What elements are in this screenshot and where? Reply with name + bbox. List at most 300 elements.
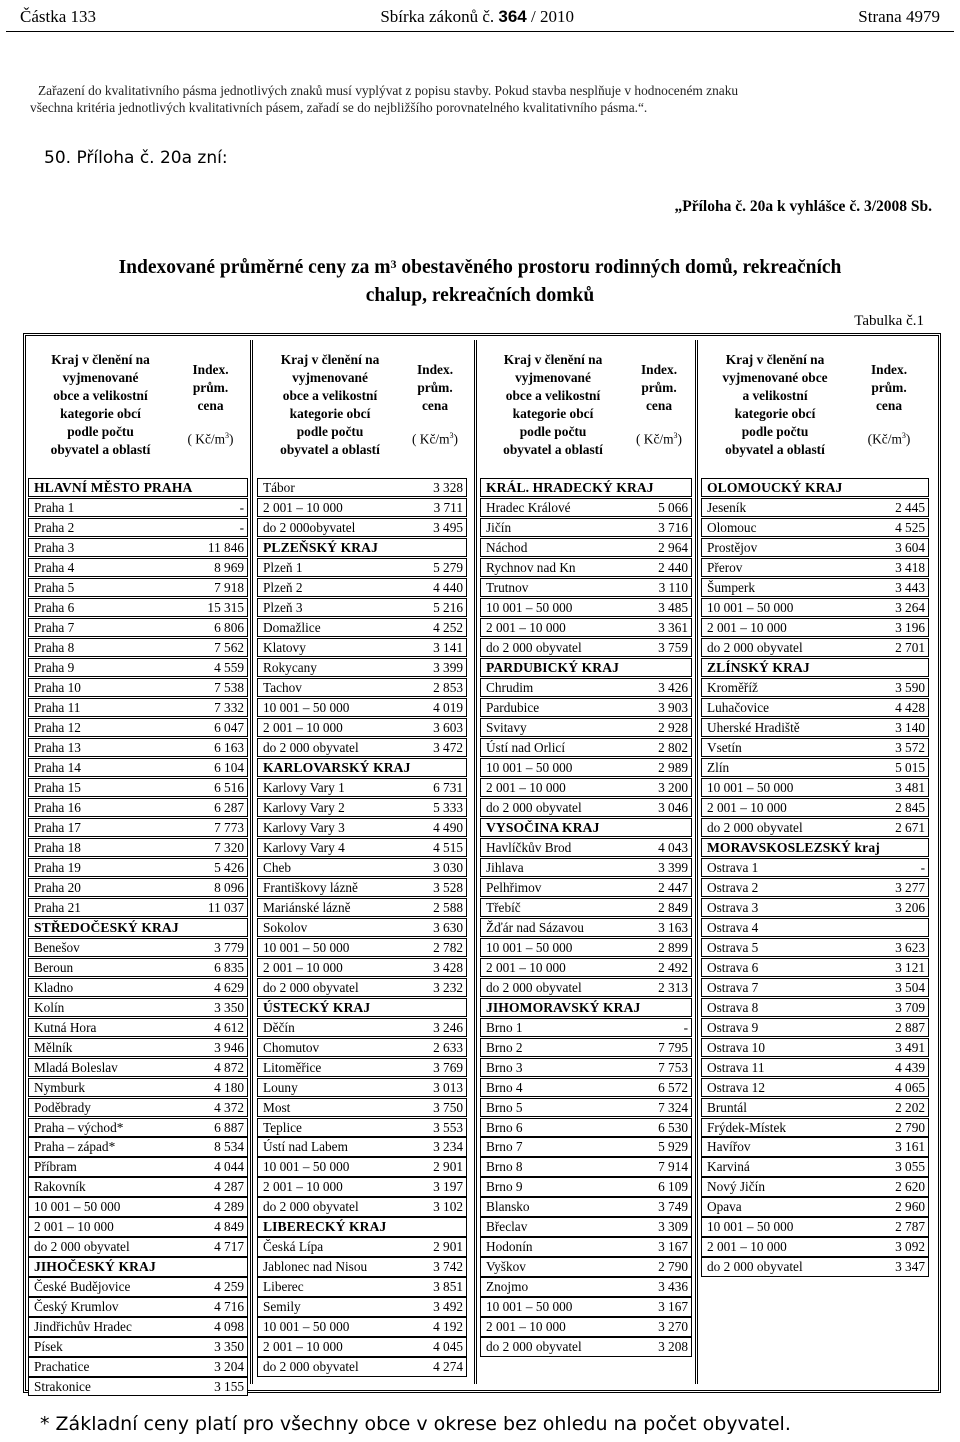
- price-index-value: 2 787: [895, 1219, 925, 1235]
- place-name: Brno 5: [486, 1099, 523, 1115]
- table-row: [28, 998, 248, 1017]
- place-name: Teplice: [263, 1119, 302, 1135]
- place-name: do 2 000 obyvatel: [263, 739, 359, 755]
- place-name: Jičín: [486, 519, 512, 535]
- place-name: Louny: [263, 1079, 298, 1095]
- table-row: [257, 798, 467, 817]
- header-region-line: podle počtu: [519, 424, 587, 439]
- table-row: [257, 718, 467, 737]
- price-index-value: 4 289: [214, 1199, 244, 1215]
- region-name: HLAVNÍ MĚSTO PRAHA: [34, 480, 193, 495]
- place-name: Brno 1: [486, 1019, 523, 1035]
- table-row: [257, 838, 467, 857]
- price-index-value: 6 109: [658, 1179, 688, 1195]
- price-index-value: 4 717: [214, 1239, 244, 1255]
- table-row: [28, 598, 248, 617]
- place-name: do 2 000 obyvatel: [34, 1239, 130, 1255]
- place-name: Semily: [263, 1299, 301, 1315]
- region-heading-row: [701, 478, 929, 497]
- table-row: [701, 1058, 929, 1077]
- place-name: Jindřichův Hradec: [34, 1319, 132, 1335]
- place-name: Vsetín: [707, 739, 742, 755]
- table-row: [701, 1177, 929, 1196]
- region-name: KARLOVARSKÝ KRAJ: [263, 759, 411, 775]
- price-index-value: 4 192: [433, 1319, 463, 1335]
- table-row: [28, 738, 248, 757]
- price-index-value: 5 015: [895, 759, 925, 775]
- table-number: Tabulka č.1: [854, 313, 924, 329]
- header-region-line: Kraj v členění na: [280, 352, 380, 367]
- place-name: Hodonín: [486, 1239, 533, 1255]
- table-row: [28, 1157, 248, 1176]
- header-rule: [6, 31, 954, 32]
- place-name: 2 001 – 10 000: [263, 959, 343, 975]
- table-row: [28, 1078, 248, 1097]
- price-index-value: 6 835: [214, 959, 244, 975]
- price-index-value: 6 530: [658, 1119, 688, 1135]
- place-name: Kroměříž: [707, 679, 758, 695]
- place-name: Sokolov: [263, 919, 308, 935]
- table-row: [257, 818, 467, 837]
- price-index-value: 3 046: [658, 799, 688, 815]
- price-index-value: 4 098: [214, 1319, 244, 1335]
- price-index-value: 3 623: [895, 939, 925, 955]
- place-name: Přerov: [707, 559, 743, 575]
- place-name: 10 001 – 50 000: [707, 599, 794, 615]
- table-row: [257, 1337, 467, 1356]
- place-name: Praha 20: [34, 879, 81, 895]
- place-name: do 2 000 obyvatel: [707, 1259, 803, 1275]
- price-index-value: 2 671: [895, 819, 925, 835]
- place-name: Zlín: [707, 759, 730, 775]
- region-name: STŘEDOČESKÝ KRAJ: [34, 919, 179, 935]
- price-index-value: 3 197: [433, 1179, 463, 1195]
- place-name: Mělník: [34, 1039, 73, 1055]
- price-index-value: 7 795: [658, 1039, 688, 1055]
- place-name: 10 001 – 50 000: [486, 939, 573, 955]
- price-index-value: 3 055: [895, 1159, 925, 1175]
- price-index-value: 3 472: [433, 739, 463, 755]
- place-name: 2 001 – 10 000: [263, 1179, 343, 1195]
- table-row: [28, 518, 248, 537]
- place-name: Trutnov: [486, 579, 529, 595]
- price-index-value: 4 287: [214, 1179, 244, 1195]
- price-index-value: 2 853: [433, 679, 463, 695]
- price-index-value: 3 102: [433, 1199, 463, 1215]
- table-row: [701, 1197, 929, 1216]
- price-index-value: 4 515: [433, 839, 463, 855]
- price-index-value: 7 562: [214, 639, 244, 655]
- place-name: 2 001 – 10 000: [263, 1339, 343, 1355]
- place-name: České Budějovice: [34, 1279, 131, 1295]
- price-index-value: 3 196: [895, 619, 925, 635]
- price-index-value: 3 232: [433, 979, 463, 995]
- price-index-value: 3 200: [658, 779, 688, 795]
- table-row: [480, 1058, 692, 1077]
- header-region-line: kategorie obcí: [60, 406, 141, 421]
- table-row: [257, 1177, 467, 1196]
- place-name: Děčín: [263, 1019, 295, 1035]
- price-index-value: 2 849: [658, 899, 688, 915]
- place-name: 2 001 – 10 000: [486, 1319, 566, 1335]
- place-name: Praha 11: [34, 699, 81, 715]
- place-name: Bruntál: [707, 1099, 747, 1115]
- table-row: [701, 538, 929, 557]
- place-name: 10 001 – 50 000: [486, 759, 573, 775]
- place-name: Most: [263, 1099, 291, 1115]
- table-row: [257, 1297, 467, 1316]
- table-row: [257, 558, 467, 577]
- table-row: [480, 578, 692, 597]
- header-region-line: obce a velikostní: [53, 388, 148, 403]
- region-name: MORAVSKOSLEZSKÝ kraj: [707, 839, 880, 855]
- table-row: [480, 1257, 692, 1276]
- place-name: Praha – západ*: [34, 1139, 116, 1155]
- table-row: [480, 1197, 692, 1216]
- price-index-value: 2 790: [658, 1259, 688, 1275]
- price-index-value: 3 779: [214, 939, 244, 955]
- place-name: Praha 8: [34, 639, 75, 655]
- table-row: [28, 1237, 248, 1256]
- price-index-value: 2 899: [658, 939, 688, 955]
- table-row: [701, 778, 929, 797]
- place-name: Brno 6: [486, 1119, 523, 1135]
- table-row: [28, 558, 248, 577]
- price-index-value: 3 851: [433, 1279, 463, 1295]
- place-name: 2 001 – 10 000: [486, 959, 566, 975]
- table-row: [480, 638, 692, 657]
- place-name: Praha 12: [34, 719, 81, 735]
- header-region-line: vyjmenované: [292, 370, 368, 385]
- place-name: Ostrava 11: [707, 1059, 765, 1075]
- header-unit: ( $Kč/m^3$): [411, 431, 459, 447]
- column-separator: [695, 340, 698, 1384]
- table-row: [28, 1177, 248, 1196]
- table-row: [257, 858, 467, 877]
- table-row: [701, 1217, 929, 1236]
- place-name: Liberec: [263, 1279, 304, 1295]
- place-name: Ústí nad Orlicí: [486, 739, 566, 755]
- price-index-value: 2 901: [433, 1159, 463, 1175]
- price-index-value: 6 287: [214, 799, 244, 815]
- table-column-4: [701, 478, 929, 1277]
- issue-label: Částka 133: [20, 7, 97, 26]
- header-region-line: obyvatel a oblastí: [50, 442, 151, 457]
- place-name: 2 001 – 10 000: [707, 619, 787, 635]
- place-name: Ústí nad Labem: [263, 1139, 348, 1155]
- price-index-value: 3 903: [658, 699, 688, 715]
- table-row: [480, 1038, 692, 1057]
- region-name: JIHOMORAVSKÝ KRAJ: [486, 999, 641, 1015]
- place-name: Praha 19: [34, 859, 81, 875]
- header-index-line: cena: [421, 398, 449, 414]
- place-name: Uherské Hradiště: [707, 719, 800, 735]
- price-index-value: 6 572: [658, 1079, 688, 1095]
- place-name: Praha 9: [34, 659, 75, 675]
- region-heading-row: [28, 478, 248, 497]
- price-index-value: 8 096: [214, 879, 244, 895]
- table-row: [28, 1357, 248, 1376]
- price-index-value: 3 769: [433, 1059, 463, 1075]
- place-name: Žďár nad Sázavou: [486, 919, 584, 935]
- law-number: 364: [498, 7, 527, 26]
- place-name: Plzeň 2: [263, 579, 303, 595]
- table-row: [480, 1337, 692, 1356]
- place-name: do 2 000 obyvatel: [486, 979, 582, 995]
- place-name: Prostějov: [707, 539, 758, 555]
- table-row: [480, 1277, 692, 1296]
- place-name: Praha 21: [34, 899, 81, 915]
- place-name: Česká Lípa: [263, 1239, 324, 1255]
- table-row: [480, 518, 692, 537]
- place-name: do 2 000 obyvatel: [486, 799, 582, 815]
- price-index-value: 3 590: [895, 679, 925, 695]
- price-index-value: 3 946: [214, 1039, 244, 1055]
- price-index-value: 8 969: [214, 559, 244, 575]
- place-name: 10 001 – 50 000: [707, 1219, 794, 1235]
- place-name: Ostrava 6: [707, 959, 759, 975]
- price-index-value: 3 206: [895, 899, 925, 915]
- price-index-value: 6 047: [214, 719, 244, 735]
- header-region-line: Kraj v členění na: [503, 352, 603, 367]
- table-row: [257, 478, 467, 497]
- place-name: Praha 4: [34, 559, 75, 575]
- header-index-line: cena: [645, 398, 673, 414]
- price-index-value: 4 490: [433, 819, 463, 835]
- place-name: Praha 13: [34, 739, 81, 755]
- price-index-value: 4 525: [895, 519, 925, 535]
- region-heading-row: [480, 478, 692, 497]
- place-name: Praha 2: [34, 519, 75, 535]
- price-index-value: 7 332: [214, 699, 244, 715]
- table-row: [28, 758, 248, 777]
- place-name: Klatovy: [263, 639, 306, 655]
- price-index-value: 3 485: [658, 599, 688, 615]
- place-name: Ostrava 7: [707, 979, 759, 995]
- table-row: [28, 618, 248, 637]
- price-index-value: 15 315: [207, 599, 244, 615]
- price-index-value: 4 440: [433, 579, 463, 595]
- table-row: [257, 578, 467, 597]
- header-index-line: cena: [875, 398, 903, 414]
- table-row: [257, 1118, 467, 1137]
- price-index-value: 2 620: [895, 1179, 925, 1195]
- place-name: do 2 000 obyvatel: [486, 1339, 582, 1355]
- table-row: [28, 1038, 248, 1057]
- place-name: Jeseník: [707, 499, 747, 515]
- region-heading-row: [257, 538, 467, 557]
- table-row: [28, 818, 248, 837]
- place-name: Kladno: [34, 979, 74, 995]
- price-index-value: 3 426: [658, 679, 688, 695]
- table-title: Indexované průměrné ceny za $m^3$ obestavěného prostoru rodinných domů, rekreačních chalup, rekreačních domků: [20, 254, 940, 310]
- table-row: [257, 1098, 467, 1117]
- table-row: [701, 578, 929, 597]
- price-index-value: 2 802: [658, 739, 688, 755]
- price-index-value: 3 013: [433, 1079, 463, 1095]
- table-row: [480, 538, 692, 557]
- table-row: [480, 958, 692, 977]
- place-name: Domažlice: [263, 619, 321, 635]
- place-name: Strakonice: [34, 1379, 91, 1395]
- table-row: [480, 1157, 692, 1176]
- table-row: [701, 758, 929, 777]
- table-row: [28, 1197, 248, 1216]
- table-row: [28, 1277, 248, 1296]
- price-index-value: 2 964: [658, 539, 688, 555]
- price-index-value: 3 630: [433, 919, 463, 935]
- place-name: do 2 000 obyvatel: [263, 1199, 359, 1215]
- price-index-value: -: [239, 499, 244, 515]
- place-name: Ostrava 5: [707, 939, 759, 955]
- price-index-value: 3 492: [433, 1299, 463, 1315]
- table-row: [257, 1317, 467, 1336]
- price-index-value: 3 141: [433, 639, 463, 655]
- price-index-value: 2 782: [433, 939, 463, 955]
- table-row: [480, 978, 692, 997]
- place-name: Prachatice: [34, 1359, 90, 1375]
- table-row: [257, 678, 467, 697]
- intro-paragraph: [30, 82, 934, 116]
- place-name: do 2 000 obyvatel: [486, 639, 582, 655]
- place-name: Třebíč: [486, 899, 521, 915]
- price-index-value: 7 773: [214, 819, 244, 835]
- place-name: do 2 000 obyvatel: [263, 1359, 359, 1375]
- price-index-value: 3 418: [895, 559, 925, 575]
- price-index-value: 8 534: [214, 1139, 244, 1155]
- place-name: Brno 9: [486, 1179, 523, 1195]
- price-index-value: 3 246: [433, 1019, 463, 1035]
- place-name: Svitavy: [486, 719, 527, 735]
- place-name: 10 001 – 50 000: [486, 1299, 573, 1315]
- table-row: [28, 1098, 248, 1117]
- header-region-col-2: [257, 338, 403, 472]
- place-name: Benešov: [34, 939, 80, 955]
- price-index-value: 4 252: [433, 619, 463, 635]
- table-row: [480, 838, 692, 857]
- place-name: 2 001 – 10 000: [34, 1219, 114, 1235]
- place-name: Vyškov: [486, 1259, 526, 1275]
- region-name: JIHOČESKÝ KRAJ: [34, 1259, 156, 1275]
- price-index-value: 5 426: [214, 859, 244, 875]
- place-name: Karlovy Vary 3: [263, 819, 345, 835]
- price-index-value: 2 633: [433, 1039, 463, 1055]
- table-row: [701, 1118, 929, 1137]
- place-name: Znojmo: [486, 1279, 529, 1295]
- price-index-value: 4 612: [214, 1019, 244, 1035]
- place-name: Praha 18: [34, 839, 81, 855]
- price-index-value: 11 846: [207, 539, 244, 555]
- header-region-line: obce a velikostní: [282, 388, 378, 403]
- table-row: [480, 1297, 692, 1316]
- header-index-line: prům.: [871, 380, 907, 396]
- header-region-line: obyvatel a oblastí: [503, 442, 603, 457]
- table-row: [480, 1018, 692, 1037]
- place-name: 2 001 – 10 000: [486, 779, 566, 795]
- price-index-value: 3 481: [895, 779, 925, 795]
- place-name: Příbram: [34, 1159, 77, 1175]
- table-row: [28, 858, 248, 877]
- price-index-value: 3 504: [895, 979, 925, 995]
- price-index-value: 3 491: [895, 1039, 925, 1055]
- table-row: [257, 1038, 467, 1057]
- price-index-value: 3 270: [658, 1319, 688, 1335]
- table-row: [28, 498, 248, 517]
- place-name: Rychnov nad Kn: [486, 559, 576, 575]
- table-row: [257, 1257, 467, 1276]
- table-row: [28, 1217, 248, 1236]
- place-name: 2 001 – 10 000: [486, 619, 566, 635]
- price-index-value: 2 588: [433, 899, 463, 915]
- place-name: Praha 5: [34, 579, 75, 595]
- price-index-value: 3 759: [658, 639, 688, 655]
- place-name: Ostrava 10: [707, 1039, 765, 1055]
- place-name: Blansko: [486, 1199, 530, 1215]
- price-index-value: 2 989: [658, 759, 688, 775]
- collection-label: Sbírka zákonů č. 364 / 2010: [380, 7, 574, 26]
- place-name: Písek: [34, 1339, 63, 1355]
- place-name: Praha 17: [34, 819, 81, 835]
- table-row: [480, 1317, 692, 1336]
- table-row: [480, 858, 692, 877]
- price-index-value: 2 887: [895, 1019, 925, 1035]
- table-row: [701, 998, 929, 1017]
- price-index-value: 2 790: [895, 1119, 925, 1135]
- table-row: [28, 938, 248, 957]
- price-index-value: 3 749: [658, 1199, 688, 1215]
- table-row: [701, 978, 929, 997]
- region-name: ZLÍNSKÝ KRAJ: [707, 659, 810, 675]
- table-row: [701, 598, 929, 617]
- price-index-value: 7 320: [214, 839, 244, 855]
- table-row: [257, 658, 467, 677]
- price-index-value: 2 845: [895, 799, 925, 815]
- price-index-value: 3 350: [214, 999, 244, 1015]
- price-index-value: 3 399: [658, 859, 688, 875]
- price-index-value: 2 901: [433, 1239, 463, 1255]
- place-name: Mladá Boleslav: [34, 1059, 118, 1075]
- table-row: [701, 1237, 929, 1256]
- price-index-value: 7 538: [214, 679, 244, 695]
- place-name: Praha 15: [34, 779, 81, 795]
- table-row: [28, 698, 248, 717]
- place-name: Ostrava 8: [707, 999, 759, 1015]
- price-index-value: 7 324: [658, 1099, 688, 1115]
- price-index-value: 3 436: [658, 1279, 688, 1295]
- price-index-value: 3 030: [433, 859, 463, 875]
- price-index-value: 6 104: [214, 759, 244, 775]
- table-row: [28, 838, 248, 857]
- region-heading-row: [257, 758, 467, 777]
- header-index-col-4: [849, 338, 929, 472]
- table-row: [701, 918, 929, 937]
- header-region-line: vyjmenované: [515, 370, 591, 385]
- table-row: [257, 518, 467, 537]
- place-name: Karlovy Vary 2: [263, 799, 345, 815]
- header-region-line: vyjmenované obce: [722, 370, 828, 385]
- place-name: Havlíčkův Brod: [486, 839, 572, 855]
- price-index-value: 4 065: [895, 1079, 925, 1095]
- place-name: 10 001 – 50 000: [707, 779, 794, 795]
- table-row: [257, 618, 467, 637]
- table-row: [701, 898, 929, 917]
- region-heading-row: [28, 1257, 248, 1276]
- place-name: Praha 1: [34, 499, 75, 515]
- table-row: [701, 878, 929, 897]
- price-index-value: 3 328: [433, 480, 463, 495]
- place-name: Praha 14: [34, 759, 81, 775]
- price-index-value: 3 208: [658, 1339, 688, 1355]
